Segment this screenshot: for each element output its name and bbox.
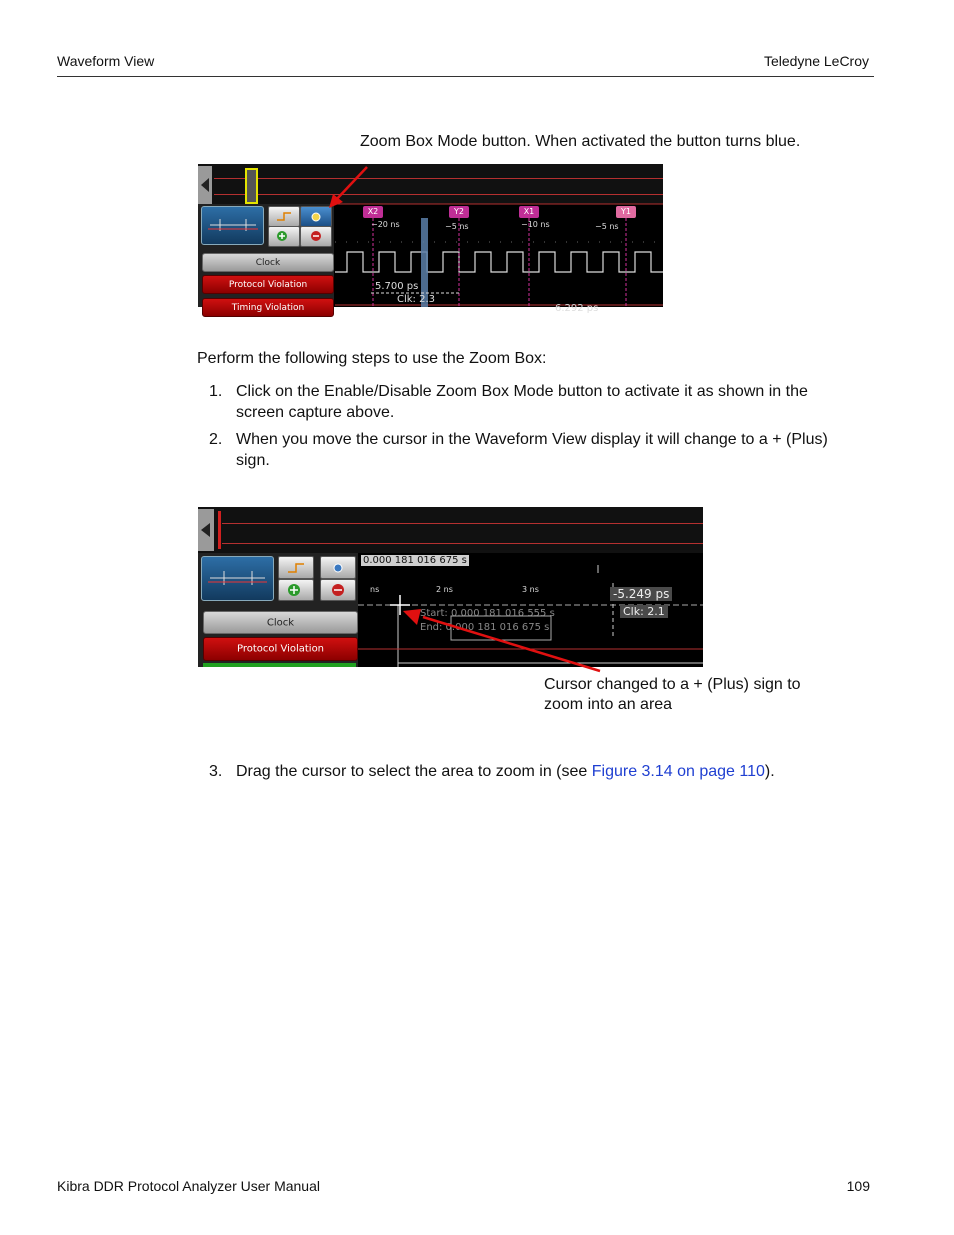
step-number: 3.	[209, 763, 223, 780]
figure2-caption-line2: zoom into an area	[544, 696, 673, 713]
zoom-start-readout: Start: 0.000 181 016 555 s	[420, 608, 555, 619]
step-text-before: Drag the cursor to select the area to zoom in (see	[236, 763, 592, 780]
overview-position-marker[interactable]	[245, 168, 258, 204]
protocol-violation-button[interactable]: Protocol Violation	[202, 275, 334, 294]
step-text-after: ).	[764, 763, 775, 780]
step-number: 2.	[209, 431, 223, 448]
zoom-in-button[interactable]	[268, 226, 300, 247]
protocol-violation-button[interactable]: Protocol Violation	[203, 637, 358, 661]
page-number: 109	[846, 1178, 870, 1194]
time-tick: ns	[370, 585, 380, 594]
zoom-in-button[interactable]	[278, 579, 314, 601]
edge-trigger-button[interactable]	[268, 206, 300, 227]
clock-button[interactable]: Clock	[203, 611, 358, 634]
clock-button[interactable]: Clock	[202, 253, 334, 272]
step-text-line1: Click on the Enable/Disable Zoom Box Mode button to activate it as shown in the	[236, 383, 808, 400]
timestamp-readout: 0.000 181 016 675 s	[363, 555, 467, 566]
zoom-box-mode-button[interactable]	[320, 556, 356, 579]
step-1	[209, 381, 869, 423]
clock-readout: Clk: 2.1	[620, 605, 668, 618]
time-tick: −20 ns	[371, 220, 400, 229]
annotation-arrow	[315, 155, 375, 215]
time-tick: −10 ns	[521, 220, 550, 229]
cursor-marker-y1[interactable]: Y1	[616, 206, 636, 218]
measure-mode-button[interactable]	[201, 206, 264, 245]
scroll-left-arrow[interactable]	[198, 166, 212, 204]
time-tick: 2 ns	[436, 585, 453, 594]
step-text-line2: screen capture above.	[236, 404, 395, 421]
zoom-end-readout: End: 0.000 181 016 675 s	[420, 622, 550, 633]
time-readout: 5.700 ps	[375, 281, 419, 292]
scroll-left-arrow[interactable]	[198, 509, 214, 551]
step-number: 1.	[209, 383, 223, 400]
waveform-area[interactable]	[335, 204, 663, 314]
zoom-out-button[interactable]	[320, 579, 356, 601]
cursor-marker-x2[interactable]: X2	[363, 206, 383, 218]
time-readout-cut: 6.292 ps	[555, 303, 599, 314]
step-text-line1: When you move the cursor in the Waveform View display it will change to a + (Plus)	[236, 431, 828, 448]
time-tick: 3 ns	[522, 585, 539, 594]
step-text-line2: sign.	[236, 452, 270, 469]
timing-violation-button[interactable]: Timing Violation	[202, 298, 334, 317]
edge-trigger-button[interactable]	[278, 556, 314, 579]
cursor-marker-y2[interactable]: Y2	[449, 206, 469, 218]
header-rule	[57, 76, 874, 77]
cursor-marker-x1[interactable]: X1	[519, 206, 539, 218]
time-tick: −5 ns	[595, 222, 619, 231]
running-footer-left: Kibra DDR Protocol Analyzer User Manual	[57, 1178, 320, 1194]
running-header-right: Teledyne LeCroy	[763, 53, 869, 69]
running-header-left: Waveform View	[57, 53, 155, 69]
step-2	[209, 429, 869, 471]
step-3	[209, 761, 869, 782]
figure-link[interactable]: Figure 3.14 on page 110	[591, 763, 765, 780]
delta-time-readout: -5.249 ps	[610, 587, 672, 601]
measure-mode-button[interactable]	[201, 556, 274, 601]
annotation-arrow	[395, 595, 610, 680]
zoom-out-button[interactable]	[300, 226, 332, 247]
figure1-screenshot	[198, 164, 663, 314]
intro-text: Perform the following steps to use the Zoom Box:	[197, 350, 547, 367]
figure1-caption: Zoom Box Mode button. When activated the button turns blue.	[360, 133, 801, 150]
figure2-caption-line1: Cursor changed to a + (Plus) sign to	[544, 676, 801, 693]
time-tick: −5 ns	[445, 222, 469, 231]
step-text	[236, 761, 775, 782]
clock-readout: Clk: 2.3	[397, 294, 436, 305]
